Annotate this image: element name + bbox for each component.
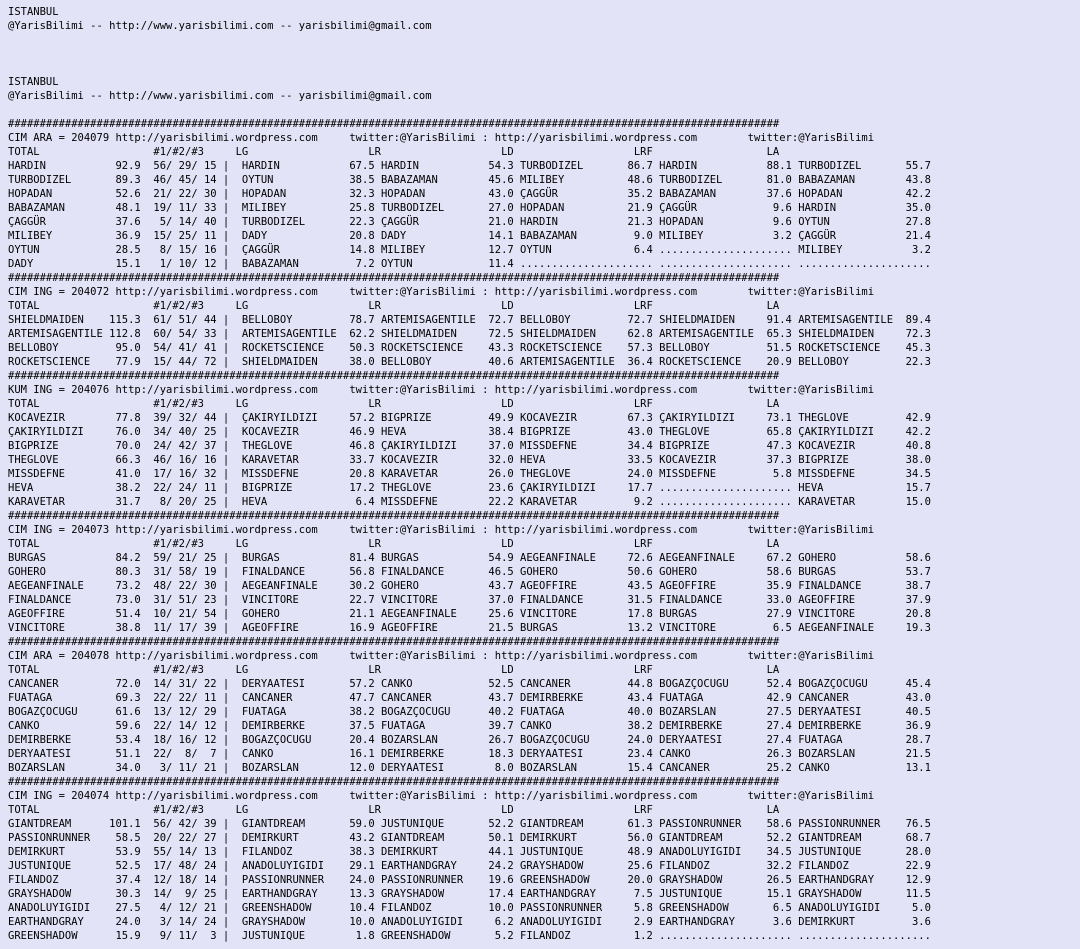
text-line: EARTHANDGRAY 24.0 3/ 14/ 24 | GRAYSHADOW 10.0 ANADOLUYIGIDI 6.2 ANADOLUYIGIDI 2.9 EARTHANDGRAY 3.6 DEMIRKURT 3.6 [8, 916, 931, 928]
text-line: ARTEMISAGENTILE 112.8 60/ 54/ 33 | ARTEMISAGENTILE 62.2 SHIELDMAIDEN 72.5 SHIELDMAIDEN 62.8 ARTEMISAGENTILE 65.3 SHIELDMAIDEN 72.3 [8, 328, 931, 340]
text-line: CIM ARA = 204079 http://yarisbilimi.wordpress.com twitter:@YarisBilimi : http://yarisbilimi.wordpress.com twitter:@YarisBilimi [8, 132, 875, 144]
text-line: TURBODIZEL 89.3 46/ 45/ 14 | OYTUN 38.5 BABAZAMAN 45.6 MILIBEY 48.6 TURBODIZEL 81.0 BABAZAMAN 43.8 [8, 174, 931, 186]
text-line: BIGPRIZE 70.0 24/ 42/ 37 | THEGLOVE 46.8 ÇAKIRYILDIZI 37.0 MISSDEFNE 34.4 BIGPRIZE 47.3 KOCAVEZIR 40.8 [8, 440, 931, 452]
text-line: GOHERO 80.3 31/ 58/ 19 | FINALDANCE 56.8 FINALDANCE 46.5 GOHERO 50.6 GOHERO 58.6 BURGAS 53.7 [8, 566, 931, 578]
text-line: ROCKETSCIENCE 77.9 15/ 44/ 72 | SHIELDMAIDEN 38.0 BELLOBOY 40.6 ARTEMISAGENTILE 36.4 ROCKETSCIENCE 20.9 BELLOBOY 22.3 [8, 356, 931, 368]
text-line: MISSDEFNE 41.0 17/ 16/ 32 | MISSDEFNE 20.8 KARAVETAR 26.0 THEGLOVE 24.0 MISSDEFNE 5.8 MISSDEFNE 34.5 [8, 468, 931, 480]
text-line [8, 47, 1080, 61]
text-line: KUM ING = 204076 http://yarisbilimi.wordpress.com twitter:@YarisBilimi : http://yarisbilimi.wordpress.com twitter:@YarisBilimi [8, 384, 875, 396]
text-line: FILANDOZ 37.4 12/ 18/ 14 | PASSIONRUNNER 24.0 PASSIONRUNNER 19.6 GREENSHADOW 20.0 GRAYSHADOW 26.5 EARTHANDGRAY 12.9 [8, 874, 931, 886]
text-line: ########################################################################################################################## [8, 370, 780, 382]
text-line: CIM ING = 204074 http://yarisbilimi.wordpress.com twitter:@YarisBilimi : http://yarisbilimi.wordpress.com twitter:@YarisBilimi [8, 790, 875, 802]
text-line: MILIBEY 36.9 15/ 25/ 11 | DADY 20.8 DADY 14.1 BABAZAMAN 9.0 MILIBEY 3.2 ÇAGGÜR 21.4 [8, 230, 931, 242]
text-line: CIM ING = 204073 http://yarisbilimi.wordpress.com twitter:@YarisBilimi : http://yarisbilimi.wordpress.com twitter:@YarisBilimi [8, 524, 875, 536]
text-line: DEMIRBERKE 53.4 18/ 16/ 12 | BOGAZÇOCUGU 20.4 BOZARSLAN 26.7 BOGAZÇOCUGU 24.0 DERYAATESI 27.4 FUATAGA 28.7 [8, 734, 931, 746]
text-line: BELLOBOY 95.0 54/ 41/ 41 | ROCKETSCIENCE 50.3 ROCKETSCIENCE 43.3 ROCKETSCIENCE 57.3 BELLOBOY 51.5 ROCKETSCIENCE 45.3 [8, 342, 931, 354]
text-line: ISTANBUL [8, 6, 59, 18]
text-line: KOCAVEZIR 77.8 39/ 32/ 44 | ÇAKIRYILDIZI 57.2 BIGPRIZE 49.9 KOCAVEZIR 67.3 ÇAKIRYILDIZI 73.1 THEGLOVE 42.9 [8, 412, 931, 424]
text-line: TOTAL #1/#2/#3 LG LR LD LRF LA [8, 398, 780, 410]
text-line: ANADOLUYIGIDI 27.5 4/ 12/ 21 | GREENSHADOW 10.4 FILANDOZ 10.0 PASSIONRUNNER 5.8 GREENSHADOW 6.5 ANADOLUYIGIDI 5.0 [8, 902, 931, 914]
text-line: @YarisBilimi -- http://www.yarisbilimi.com -- yarisbilimi@gmail.com [8, 20, 432, 32]
text-line: TOTAL #1/#2/#3 LG LR LD LRF LA [8, 538, 780, 550]
text-line: OYTUN 28.5 8/ 15/ 16 | ÇAGGÜR 14.8 MILIBEY 12.7 OYTUN 6.4 ..................... MILIBEY 3.2 [8, 244, 931, 256]
text-line: AEGEANFINALE 73.2 48/ 22/ 30 | AEGEANFINALE 30.2 GOHERO 43.7 AGEOFFIRE 43.5 AGEOFFIRE 35.9 FINALDANCE 38.7 [8, 580, 931, 592]
text-line: PASSIONRUNNER 58.5 20/ 22/ 27 | DEMIRKURT 43.2 GIANTDREAM 50.1 DEMIRKURT 56.0 GIANTDREAM 52.2 GIANTDREAM 68.7 [8, 832, 931, 844]
text-line: SHIELDMAIDEN 115.3 61/ 51/ 44 | BELLOBOY 78.7 ARTEMISAGENTILE 72.7 BELLOBOY 72.7 SHIELDMAIDEN 91.4 ARTEMISAGENTILE 89.4 [8, 314, 931, 326]
text-line: BABAZAMAN 48.1 19/ 11/ 33 | MILIBEY 25.8 TURBODIZEL 27.0 HOPADAN 21.9 ÇAGGÜR 9.6 HARDIN 35.0 [8, 202, 931, 214]
text-line: DERYAATESI 51.1 22/ 8/ 7 | CANKO 16.1 DEMIRBERKE 18.3 DERYAATESI 23.4 CANKO 26.3 BOZARSLAN 21.5 [8, 748, 931, 760]
text-line: ÇAGGÜR 37.6 5/ 14/ 40 | TURBODIZEL 22.3 ÇAGGÜR 21.0 HARDIN 21.3 HOPADAN 9.6 OYTUN 27.8 [8, 216, 931, 228]
text-line: FINALDANCE 73.0 31/ 51/ 23 | VINCITORE 22.7 VINCITORE 37.0 FINALDANCE 31.5 FINALDANCE 33.0 AGEOFFIRE 37.9 [8, 594, 931, 606]
text-line: JUSTUNIQUE 52.5 17/ 48/ 24 | ANADOLUYIGIDI 29.1 EARTHANDGRAY 24.2 GRAYSHADOW 25.6 FILANDOZ 32.2 FILANDOZ 22.9 [8, 860, 931, 872]
text-line: CANKO 59.6 22/ 14/ 12 | DEMIRBERKE 37.5 FUATAGA 39.7 CANKO 38.2 DEMIRBERKE 27.4 DEMIRBERKE 36.9 [8, 720, 931, 732]
text-line: ########################################################################################################################## [8, 636, 780, 648]
text-line: GRAYSHADOW 30.3 14/ 9/ 25 | EARTHANDGRAY 13.3 GRAYSHADOW 17.4 EARTHANDGRAY 7.5 JUSTUNIQUE 15.1 GRAYSHADOW 11.5 [8, 888, 931, 900]
text-line: DADY 15.1 1/ 10/ 12 | BABAZAMAN 7.2 OYTUN 11.4 ..................... ..................... ..................... [8, 258, 931, 270]
text-line: ########################################################################################################################## [8, 510, 780, 522]
text-line: HOPADAN 52.6 21/ 22/ 30 | HOPADAN 32.3 HOPADAN 43.0 ÇAGGÜR 35.2 BABAZAMAN 37.6 HOPADAN 42.2 [8, 188, 931, 200]
text-line: @YarisBilimi -- http://www.yarisbilimi.com -- yarisbilimi@gmail.com [8, 90, 432, 102]
text-line [8, 103, 1080, 117]
text-line: GIANTDREAM 101.1 56/ 42/ 39 | GIANTDREAM 59.0 JUSTUNIQUE 52.2 GIANTDREAM 61.3 PASSIONRUNNER 58.6 PASSIONRUNNER 76.5 [8, 818, 931, 830]
text-line: HARDIN 92.9 56/ 29/ 15 | HARDIN 67.5 HARDIN 54.3 TURBODIZEL 86.7 HARDIN 88.1 TURBODIZEL 55.7 [8, 160, 931, 172]
text-line: ########################################################################################################################## [8, 272, 780, 284]
text-line: HEVA 38.2 22/ 24/ 11 | BIGPRIZE 17.2 THEGLOVE 23.6 ÇAKIRYILDIZI 17.7 ..................... HEVA 15.7 [8, 482, 931, 494]
text-line: TOTAL #1/#2/#3 LG LR LD LRF LA [8, 664, 780, 676]
text-line: THEGLOVE 66.3 46/ 16/ 16 | KARAVETAR 33.7 KOCAVEZIR 32.0 HEVA 33.5 KOCAVEZIR 37.3 BIGPRIZE 38.0 [8, 454, 931, 466]
text-line: TOTAL #1/#2/#3 LG LR LD LRF LA [8, 804, 780, 816]
text-line: AGEOFFIRE 51.4 10/ 21/ 54 | GOHERO 21.1 AEGEANFINALE 25.6 VINCITORE 17.8 BURGAS 27.9 VINCITORE 20.8 [8, 608, 931, 620]
text-line: VINCITORE 38.8 11/ 17/ 39 | AGEOFFIRE 16.9 AGEOFFIRE 21.5 BURGAS 13.2 VINCITORE 6.5 AEGEANFINALE 19.3 [8, 622, 931, 634]
text-line: BOZARSLAN 34.0 3/ 11/ 21 | BOZARSLAN 12.0 DERYAATESI 8.0 BOZARSLAN 15.4 CANCANER 25.2 CANKO 13.1 [8, 762, 931, 774]
text-line: ########################################################################################################################## [8, 118, 780, 130]
text-line: DEMIRKURT 53.9 55/ 14/ 13 | FILANDOZ 38.3 DEMIRKURT 44.1 JUSTUNIQUE 48.9 ANADOLUYIGIDI 34.5 JUSTUNIQUE 28.0 [8, 846, 931, 858]
text-line: KARAVETAR 31.7 8/ 20/ 25 | HEVA 6.4 MISSDEFNE 22.2 KARAVETAR 9.2 ..................... KARAVETAR 15.0 [8, 496, 931, 508]
text-line [8, 61, 1080, 75]
text-line: BOGAZÇOCUGU 61.6 13/ 12/ 29 | FUATAGA 38.2 BOGAZÇOCUGU 40.2 FUATAGA 40.0 BOZARSLAN 27.5 DERYAATESI 40.5 [8, 706, 931, 718]
text-line: GREENSHADOW 15.9 9/ 11/ 3 | JUSTUNIQUE 1.8 GREENSHADOW 5.2 FILANDOZ 1.2 ..................... ..................... [8, 930, 931, 942]
text-line: CIM ING = 204072 http://yarisbilimi.wordpress.com twitter:@YarisBilimi : http://yarisbilimi.wordpress.com twitter:@YarisBilimi [8, 286, 875, 298]
text-line: CIM ARA = 204078 http://yarisbilimi.wordpress.com twitter:@YarisBilimi : http://yarisbilimi.wordpress.com twitter:@YarisBilimi [8, 650, 875, 662]
text-line: CANCANER 72.0 14/ 31/ 22 | DERYAATESI 57.2 CANKO 52.5 CANCANER 44.8 BOGAZÇOCUGU 52.4 BOGAZÇOCUGU 45.4 [8, 678, 931, 690]
text-line: TOTAL #1/#2/#3 LG LR LD LRF LA [8, 146, 780, 158]
text-line: ISTANBUL [8, 76, 59, 88]
text-line: TOTAL #1/#2/#3 LG LR LD LRF LA [8, 300, 780, 312]
text-line: ########################################################################################################################## [8, 776, 780, 788]
text-line: BURGAS 84.2 59/ 21/ 25 | BURGAS 81.4 BURGAS 54.9 AEGEANFINALE 72.6 AEGEANFINALE 67.2 GOHERO 58.6 [8, 552, 931, 564]
text-line [8, 33, 1080, 47]
text-line: FUATAGA 69.3 22/ 22/ 11 | CANCANER 47.7 CANCANER 43.7 DEMIRBERKE 43.4 FUATAGA 42.9 CANCANER 43.0 [8, 692, 931, 704]
text-line: ÇAKIRYILDIZI 76.0 34/ 40/ 25 | KOCAVEZIR 46.9 HEVA 38.4 BIGPRIZE 43.0 THEGLOVE 65.8 ÇAKIRYILDIZI 42.2 [8, 426, 931, 438]
